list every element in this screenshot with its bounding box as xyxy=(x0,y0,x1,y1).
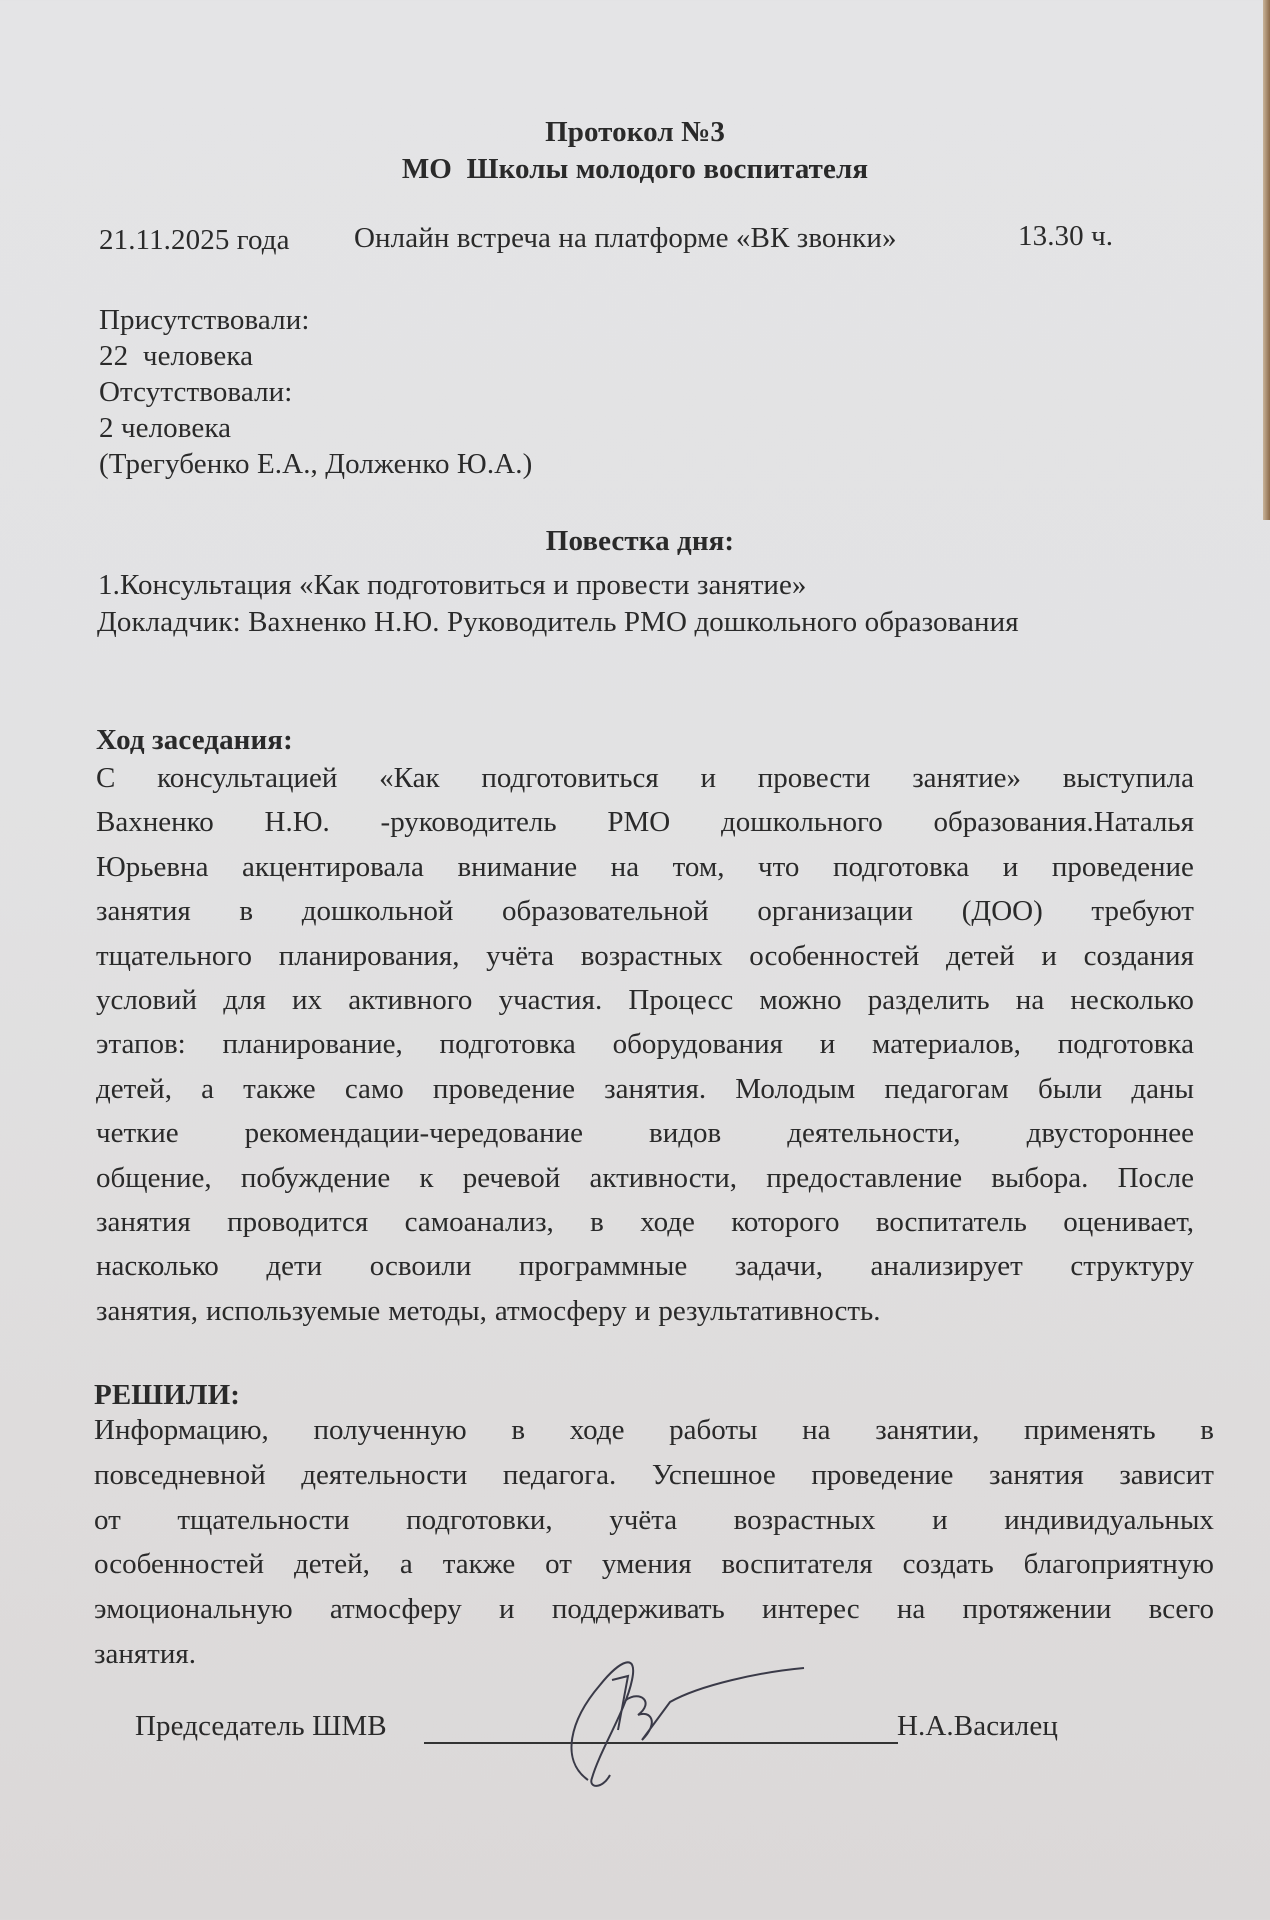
present-label: Присутствовали: xyxy=(99,304,310,336)
word: само xyxy=(344,1072,404,1105)
paragraph-line xyxy=(96,1028,1194,1061)
word: и xyxy=(634,1294,651,1327)
word: оценивает, xyxy=(1063,1206,1194,1238)
word: задачи, xyxy=(734,1250,823,1283)
word: и xyxy=(1041,939,1057,972)
decision-heading: РЕШИЛИ: xyxy=(94,1379,240,1411)
word: ходе xyxy=(640,1206,695,1238)
present-count: 22 человека xyxy=(99,340,254,372)
word: работы xyxy=(669,1414,758,1446)
word: в xyxy=(590,1206,604,1238)
word: на xyxy=(802,1414,831,1446)
word: речевой xyxy=(462,1161,561,1194)
word: проведение xyxy=(811,1458,954,1491)
paragraph-line xyxy=(96,1250,1194,1283)
word: (ДОО) xyxy=(961,895,1043,928)
word: применять xyxy=(1024,1414,1156,1446)
word: подготовка xyxy=(439,1028,576,1061)
word: на xyxy=(1015,984,1045,1016)
word: Н.Ю. xyxy=(264,806,330,839)
word: в xyxy=(511,1414,526,1446)
word: насколько xyxy=(96,1250,219,1283)
word: побуждение xyxy=(240,1161,391,1194)
word: ходе xyxy=(569,1414,625,1446)
word: особенностей xyxy=(749,939,920,972)
word: их xyxy=(292,984,323,1016)
word: а xyxy=(399,1548,413,1581)
word: консультацией xyxy=(157,762,338,794)
paragraph-line xyxy=(96,762,1194,795)
word: от xyxy=(545,1548,572,1581)
word: занятия xyxy=(96,895,191,928)
document-subtitle: МО Школы молодого воспитателя xyxy=(401,153,869,185)
word: «Как xyxy=(379,762,440,794)
word: активного xyxy=(348,984,473,1016)
paragraph-line xyxy=(94,1414,1214,1447)
word: том, xyxy=(672,850,725,883)
word: возрастных xyxy=(580,939,723,972)
word: возрастных xyxy=(733,1503,876,1536)
word: занятия. xyxy=(604,1072,707,1105)
word: зависит xyxy=(1119,1458,1214,1491)
word: и xyxy=(700,762,716,794)
paragraph-line xyxy=(96,984,1194,1017)
word: воспитатель xyxy=(875,1206,1027,1238)
word: протяжении xyxy=(962,1593,1112,1626)
word: подготовиться xyxy=(481,762,659,794)
word: РМО xyxy=(607,806,671,839)
word: видов xyxy=(649,1117,722,1150)
word: создать xyxy=(902,1548,994,1581)
word: воспитателя xyxy=(721,1548,873,1581)
word: внимание xyxy=(457,850,578,883)
word: Успешное xyxy=(651,1458,776,1491)
word: двустороннее xyxy=(1026,1117,1194,1150)
word: тщательности xyxy=(177,1503,350,1536)
word: поддерживать xyxy=(551,1593,725,1626)
word: рекомендации-чередование xyxy=(244,1117,583,1150)
word: можно xyxy=(759,984,842,1016)
word: Молодым xyxy=(735,1072,856,1105)
absent-names: (Трегубенко Е.А., Долженко Ю.А.) xyxy=(99,448,533,480)
word: Вахненко xyxy=(96,806,214,839)
word: занятия xyxy=(989,1458,1084,1491)
word: образовательной xyxy=(502,895,709,928)
word: умения xyxy=(601,1548,692,1581)
paragraph-line xyxy=(96,1206,1194,1239)
word: деятельности, xyxy=(787,1117,961,1150)
word: дети xyxy=(266,1250,323,1283)
word: которого xyxy=(731,1206,840,1238)
word: требуют xyxy=(1091,895,1194,928)
word: занятия. xyxy=(94,1638,196,1670)
word: анализирует xyxy=(870,1250,1023,1283)
word: -руководитель xyxy=(380,806,557,839)
word: и xyxy=(499,1593,515,1626)
word: оборудования xyxy=(612,1028,783,1061)
word: После xyxy=(1117,1161,1194,1194)
word: предоставление xyxy=(766,1161,963,1194)
word: методы, xyxy=(388,1294,487,1327)
word: благоприятную xyxy=(1023,1548,1214,1581)
agenda-heading: Повестка дня: xyxy=(545,525,735,557)
word: учёта xyxy=(609,1503,678,1536)
word: и xyxy=(819,1028,836,1061)
word: атмосферу xyxy=(494,1294,627,1327)
word: Информацию, xyxy=(94,1414,269,1446)
word: четкие xyxy=(96,1117,179,1150)
word: подготовки, xyxy=(406,1503,553,1536)
word: в xyxy=(1200,1414,1214,1446)
paragraph-line xyxy=(96,806,1194,839)
word: полученную xyxy=(313,1414,467,1446)
paragraph-line xyxy=(96,1117,1194,1150)
word: проводится xyxy=(227,1206,369,1238)
word: выступила xyxy=(1062,762,1194,794)
word: активности, xyxy=(589,1161,738,1194)
word: также xyxy=(442,1548,516,1581)
word: интерес xyxy=(762,1593,860,1626)
word: самоанализ, xyxy=(404,1206,554,1238)
word: педагога. xyxy=(502,1458,617,1491)
word: Юрьевна xyxy=(96,850,209,883)
document-title: Протокол №3 xyxy=(545,116,725,148)
agenda-speaker: Докладчик: Вахненко Н.Ю. Руководитель РМО дошкольного образования xyxy=(97,606,1019,638)
word: детей, xyxy=(96,1072,172,1105)
word: структуру xyxy=(1070,1250,1194,1283)
word: освоили xyxy=(369,1250,472,1283)
paragraph-line xyxy=(94,1548,1214,1581)
word: С xyxy=(96,762,116,794)
paragraph-line xyxy=(94,1459,1214,1492)
signature-role: Председатель ШМВ xyxy=(135,1710,387,1742)
proceedings-heading: Ход заседания: xyxy=(96,724,293,756)
word: индивидуальных xyxy=(1004,1503,1214,1536)
word: подготовка xyxy=(832,850,970,883)
word: условий xyxy=(96,984,198,1016)
paragraph-line xyxy=(96,895,1194,928)
word: деятельности xyxy=(301,1458,468,1491)
word: выбора. xyxy=(991,1161,1089,1194)
word: атмосферу xyxy=(329,1593,462,1626)
word: организации xyxy=(757,895,914,928)
word: на xyxy=(610,850,640,883)
word: разделить xyxy=(867,984,990,1016)
word: учёта xyxy=(486,939,555,972)
word: занятия xyxy=(96,1206,191,1238)
word: также xyxy=(243,1072,316,1105)
absent-label: Отсутствовали: xyxy=(99,376,293,408)
word: провести xyxy=(757,762,871,794)
paragraph-line xyxy=(96,1162,1194,1195)
word: проведение xyxy=(1051,850,1194,883)
word: для xyxy=(223,984,266,1016)
meeting-venue: Онлайн встреча на платформе «ВК звонки» xyxy=(354,222,897,254)
word: занятии, xyxy=(875,1414,980,1446)
word: и xyxy=(932,1503,948,1536)
word: дошкольной xyxy=(301,895,454,928)
signature-name: Н.А.Василец xyxy=(897,1710,1058,1742)
paragraph-line xyxy=(96,940,1194,973)
word: всего xyxy=(1148,1593,1214,1626)
word: что xyxy=(758,850,800,883)
word: создания xyxy=(1083,939,1194,972)
word: детей xyxy=(946,939,1015,972)
word: педагогам xyxy=(884,1072,1009,1105)
word: образования.Наталья xyxy=(933,806,1194,839)
word: общение, xyxy=(96,1161,212,1194)
word: повседневной xyxy=(94,1458,266,1491)
word: Процесс xyxy=(628,984,734,1016)
word: акцентировала xyxy=(242,850,424,883)
word: а xyxy=(201,1072,214,1105)
word: подготовка xyxy=(1057,1028,1194,1061)
word: особенностей xyxy=(94,1548,265,1581)
word: были xyxy=(1037,1072,1103,1105)
word: эмоциональную xyxy=(94,1593,293,1626)
handwritten-signature xyxy=(530,1640,820,1790)
word: и xyxy=(1002,850,1019,883)
word: программные xyxy=(518,1250,688,1283)
paragraph-line xyxy=(96,851,1194,884)
word: материалов, xyxy=(872,1028,1021,1061)
agenda-item: 1.Консультация «Как подготовиться и провести занятие» xyxy=(98,569,807,601)
paragraph-line xyxy=(94,1504,1214,1537)
table-edge xyxy=(1263,0,1270,520)
word: к xyxy=(419,1161,434,1194)
word: детей, xyxy=(293,1548,370,1581)
absent-count: 2 человека xyxy=(99,412,232,444)
word: планирования, xyxy=(278,939,460,972)
word: занятия, xyxy=(96,1294,198,1327)
word: тщательного xyxy=(96,939,253,972)
word: дошкольного xyxy=(721,806,883,839)
word: участия. xyxy=(498,984,603,1016)
word: занятие» xyxy=(912,762,1021,794)
meeting-date: 21.11.2025 года xyxy=(99,224,290,256)
word: несколько xyxy=(1070,984,1194,1016)
word: используемые xyxy=(205,1294,381,1327)
word: в xyxy=(239,895,254,928)
word: этапов: xyxy=(96,1028,186,1061)
word: от xyxy=(94,1503,121,1536)
word: даны xyxy=(1131,1072,1194,1105)
paragraph-line xyxy=(96,1295,1194,1328)
word: на xyxy=(896,1593,926,1626)
paragraph-line xyxy=(96,1073,1194,1106)
meeting-time: 13.30 ч. xyxy=(1018,220,1114,252)
word: результативность. xyxy=(658,1294,881,1327)
paragraph-line xyxy=(94,1593,1214,1626)
word: проведение xyxy=(432,1072,575,1105)
word: планирование, xyxy=(222,1028,403,1061)
